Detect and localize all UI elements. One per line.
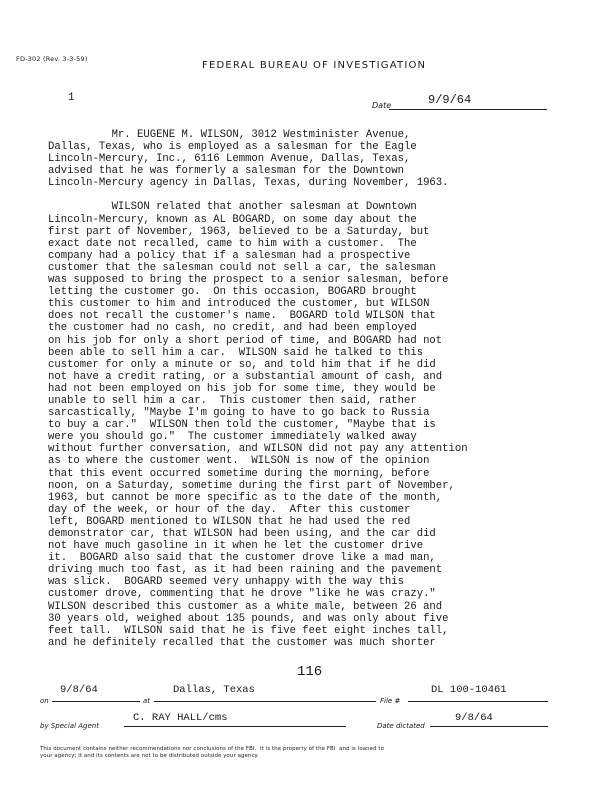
report-body	[48, 129, 528, 649]
body-line: WILSON described this customer as a white male, between 26 and	[48, 600, 443, 613]
date-dictated-label: Date dictated	[377, 722, 425, 730]
body-line: on his job for only a short period of time, and BOGARD had not	[48, 334, 443, 347]
dictated-line	[430, 726, 548, 727]
body-line: feet tall. WILSON said that he is five feet eight inches tall,	[48, 624, 449, 637]
body-line: was slick. BOGARD seemed very unhappy with the way this	[48, 576, 405, 589]
paragraph-gap	[48, 189, 528, 201]
body-line: Mr. EUGENE M. WILSON, 3012 Westminister Avenue,	[48, 129, 411, 141]
body-line: and he definitely recalled that the customer was much shorter	[48, 636, 436, 649]
agent-line	[124, 726, 346, 727]
date-dictated-value: 9/8/64	[455, 712, 493, 724]
paragraph-statement	[48, 201, 528, 648]
body-line: that this event occurred sometime during the morning, before	[48, 467, 430, 480]
body-line: WILSON related that another salesman at Downtown	[48, 201, 417, 214]
body-line: exact date not recalled, came to him with a customer. The	[48, 237, 417, 250]
special-agent-label: by Special Agent	[40, 722, 99, 730]
disclaimer-line: This document contains neither recommendations nor conclusions of the FBI. It is the property of the FBI and is loaned to	[40, 746, 385, 752]
serial-number: 116	[297, 664, 323, 680]
agent-name-value: C. RAY HALL/cms	[133, 712, 228, 724]
body-line: unable to sell him a car. This customer then said, rather	[48, 394, 417, 407]
body-line: it. BOGARD also said that the customer drove like a mad man,	[48, 552, 436, 565]
agency-title: FEDERAL BUREAU OF INVESTIGATION	[202, 60, 427, 71]
body-line: been able to sell him a car. WILSON said he talked to this	[48, 346, 424, 359]
body-line: customer for only a minute or so, and told him that if he did	[48, 358, 436, 371]
on-label: on	[40, 697, 49, 705]
location-line	[154, 701, 376, 702]
body-line: Dallas, Texas, who is employed as a salesman for the Eagle	[48, 141, 417, 154]
disclaimer-line: your agency; it and its contents are not to be distributed outside your agency.	[40, 752, 259, 759]
body-line: sarcastically, "Maybe I'm going to have to go back to Russia	[48, 407, 430, 420]
body-line: left, BOGARD mentioned to WILSON that he had used the red	[48, 515, 411, 528]
body-line: was supposed to bring the prospect to a senior salesman, before	[48, 274, 449, 287]
body-line: does not recall the customer's name. BOGARD told WILSON that	[48, 310, 436, 323]
body-line: Lincoln-Mercury, Inc., 6116 Lemmon Avenue, Dallas, Texas,	[48, 153, 411, 166]
file-number-value: DL 100-10461	[431, 684, 507, 696]
date-label: Date	[372, 101, 392, 110]
body-line: this customer to him and introduced the customer, but WILSON	[48, 298, 430, 311]
body-line: letting the customer go. On this occasion, BOGARD brought	[48, 286, 417, 299]
body-line: day of the week, or hour of the day. After this customer	[48, 503, 411, 516]
body-line: 1963, but cannot be more specific as to the date of the month,	[48, 491, 443, 504]
body-line: not have much gasoline in it when he let the customer drive	[48, 540, 424, 553]
file-label: File #	[380, 697, 401, 705]
at-label: at	[143, 697, 151, 705]
body-line: first part of November, 1963, believed to be a Saturday, but	[48, 225, 430, 238]
body-line: Lincoln-Mercury agency in Dallas, Texas, during November, 1963.	[48, 177, 449, 190]
date-underline	[389, 109, 547, 110]
body-line: not have a credit rating, or a substantial amount of cash, and	[48, 370, 443, 383]
date-value: 9/9/64	[428, 93, 472, 107]
body-line: noon, on a Saturday, sometime during the first part of November,	[48, 479, 455, 492]
body-line: Lincoln-Mercury, known as AL BOGARD, on some day about the	[48, 213, 417, 226]
body-line: customer drove, commenting that he drove "like he was crazy."	[48, 588, 436, 601]
on-date-line	[52, 701, 140, 702]
body-line: advised that he was formerly a salesman for the Downtown	[48, 165, 405, 178]
body-line: had not been employed on his job for some time, they would be	[48, 382, 436, 395]
body-line: driving much too fast, as it had been raining and the pavement	[48, 564, 443, 577]
location-value: Dallas, Texas	[173, 684, 255, 696]
body-line: to buy a car." WILSON then told the customer, "Maybe that is	[48, 419, 436, 432]
on-date-value: 9/8/64	[60, 684, 98, 696]
page-number: 1	[68, 92, 75, 104]
body-line: as to where the customer went. WILSON is now of the opinion	[48, 455, 430, 468]
file-line	[408, 701, 548, 702]
form-number: FD-302 (Rev. 3-3-59)	[16, 55, 88, 63]
disclaimer	[40, 746, 384, 759]
body-line: demonstrator car, that WILSON had been using, and the car did	[48, 528, 436, 540]
body-line: customer that the salesman could not sell a car, the salesman	[48, 261, 436, 274]
body-line: 30 years old, weighed about 135 pounds, and was only about five	[48, 612, 449, 625]
body-line: the customer had no cash, no credit, and had been employed	[48, 322, 417, 335]
paragraph-intro	[48, 129, 528, 189]
body-line: company had a policy that if a salesman had a prospective	[48, 249, 411, 262]
body-line: without further conversation, and WILSON did not pay any attention	[48, 443, 468, 456]
body-line: were you should go." The customer immediately walked away	[48, 431, 417, 444]
